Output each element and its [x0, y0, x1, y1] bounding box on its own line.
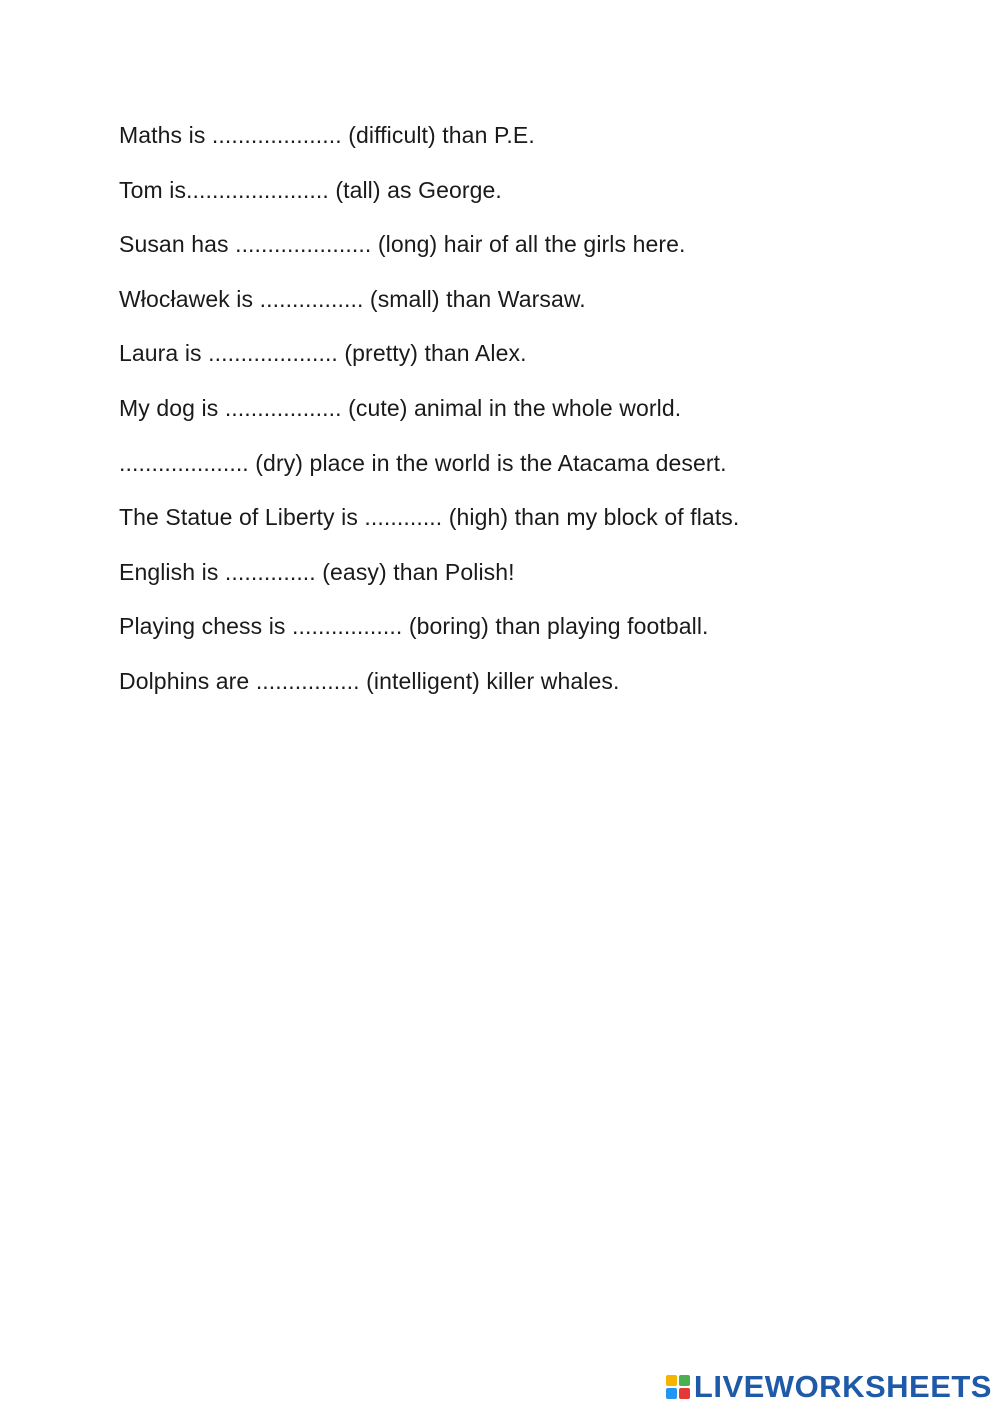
logo-square-3	[666, 1388, 677, 1399]
sentence-1: Maths is .................... (difficult) than P.E.	[119, 122, 535, 148]
worksheet-exercise	[119, 118, 939, 719]
sentence-2: Tom is...................... (tall) as George.	[119, 176, 502, 203]
logo-square-2	[679, 1375, 690, 1386]
sentence-6: My dog is .................. (cute) animal in the whole world.	[119, 394, 682, 421]
logo-square-4	[679, 1388, 690, 1399]
liveworksheets-logo	[666, 1369, 992, 1405]
sentence-11: Dolphins are ................ (intelligent) killer whales.	[119, 667, 620, 694]
logo-text: LIVEWORKSHEETS	[693, 1369, 992, 1404]
sentence-3: Susan has ..................... (long) hair of all the girls here.	[119, 231, 686, 258]
sentence-5: Laura is .................... (pretty) than Alex.	[119, 340, 527, 367]
sentence-8: The Statue of Liberty is ............ (high) than my block of flats.	[119, 504, 740, 531]
sentence-7: .................... (dry) place in the world is the Atacama desert.	[119, 449, 727, 476]
sentence-9: English is .............. (easy) than Polish!	[119, 558, 515, 585]
sentence-10: Playing chess is ................. (boring) than playing football.	[119, 613, 709, 640]
sentence-4: Włocławek is ................ (small) than Warsaw.	[119, 285, 586, 312]
logo-square-1	[666, 1375, 677, 1386]
liveworksheets-logo-icon	[666, 1375, 690, 1399]
